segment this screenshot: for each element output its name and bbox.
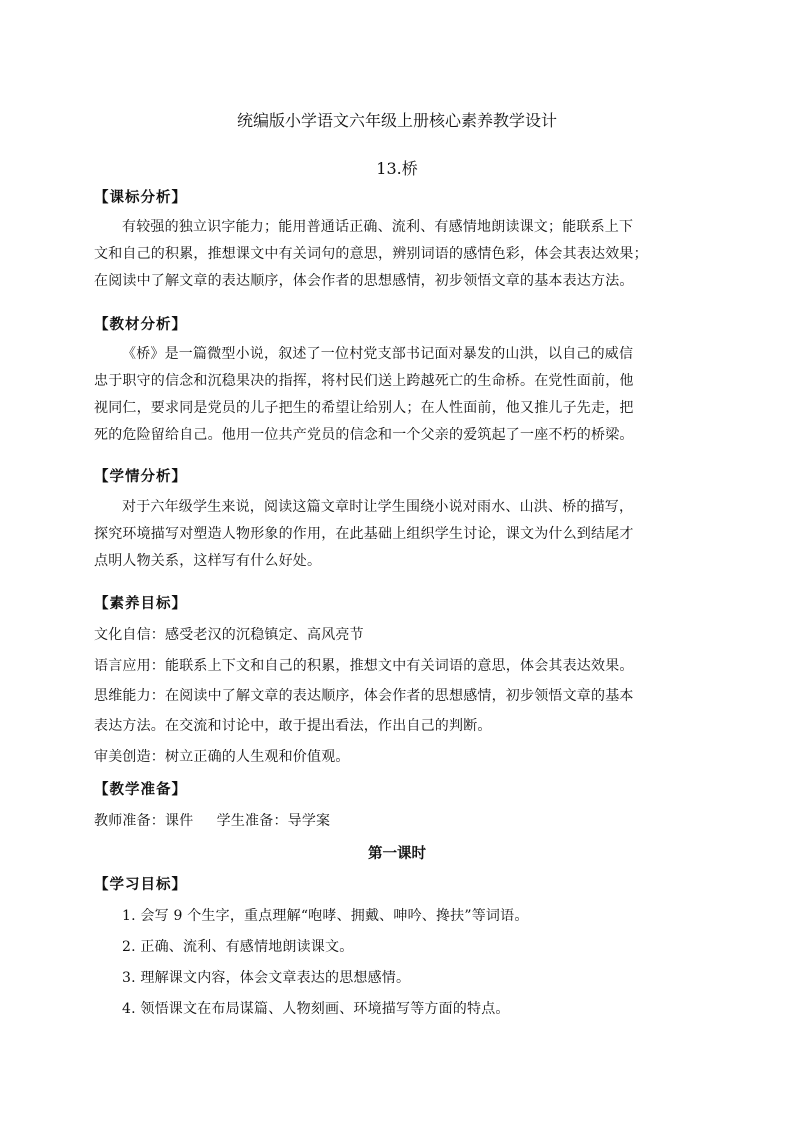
section-heading-jiaocai: 【教材分析】	[94, 316, 187, 333]
suyang-line: 思维能力：在阅读中了解文章的表达顺序，体会作者的思想感情，初步领悟文章的基本	[94, 688, 634, 704]
jiaocai-line: 视同仁，要求同是党员的儿子把生的希望让给别人；在人性面前，他又推儿子先走，把	[94, 400, 634, 416]
section-heading-xuexi: 【学习目标】	[94, 876, 187, 893]
document-title: 统编版小学语文六年级上册核心素养教学设计	[236, 111, 557, 130]
period-title: 第一课时	[368, 845, 426, 862]
goal-item: 2. 正确、流利、有感情地朗读课文。	[122, 939, 354, 955]
xueqing-line: 点明人物关系，这样写有什么好处。	[94, 553, 322, 569]
jiaocai-line: 忠于职守的信念和沉稳果决的指挥，将村民们送上跨越死亡的生命桥。在党性面前，他	[94, 373, 634, 389]
jiaocai-paragraph	[94, 341, 708, 449]
kebiao-line: 文和自己的积累，推想课文中有关词句的意思，辨别词语的感情色彩，体会其表达效果；	[94, 246, 648, 262]
suyang-line: 表达方法。在交流和讨论中，敢于提出看法，作出自己的判断。	[94, 718, 492, 734]
goal-item: 3. 理解课文内容，体会文章表达的思想感情。	[122, 970, 411, 986]
jiaocai-line: 死的危险留给自己。他用一位共产党员的信念和一个父亲的爱筑起了一座不朽的桥梁。	[94, 427, 634, 443]
section-heading-xueqing: 【学情分析】	[94, 468, 187, 485]
suyang-line: 文化自信：感受老汉的沉稳镇定、高风亮节	[94, 627, 364, 643]
xueqing-line: 对于六年级学生来说，阅读这篇文章时让学生围绕小说对雨水、山洪、桥的描写，	[122, 499, 634, 515]
goal-item: 4. 领悟课文在布局谋篇、人物刻画、环境描写等方面的特点。	[122, 1001, 510, 1017]
xueqing-line: 探究环境描写对塑造人物形象的作用，在此基础上组织学生讨论，课文为什么到结尾才	[94, 526, 634, 542]
goal-item: 1. 会写 9 个生字，重点理解“咆哮、拥戴、呻吟、搀扶”等词语。	[122, 908, 529, 924]
section-heading-kebiao: 【课标分析】	[94, 189, 187, 206]
kebiao-line: 在阅读中了解文章的表达顺序，体会作者的思想感情，初步领悟文章的基本表达方法。	[94, 273, 634, 289]
lesson-title: 13.桥	[376, 159, 418, 178]
xueqing-paragraph	[94, 494, 708, 575]
section-heading-zhunbei: 【教学准备】	[94, 781, 187, 798]
zhunbei-line: 教师准备：课件 学生准备：导学案	[94, 813, 331, 829]
kebiao-line: 有较强的独立识字能力；能用普通话正确、流利、有感情地朗读课文；能联系上下	[122, 219, 634, 235]
section-heading-suyang: 【素养目标】	[94, 595, 187, 612]
suyang-line: 审美创造：树立正确的人生观和价值观。	[94, 749, 350, 765]
jiaocai-line: 《桥》是一篇微型小说，叙述了一位村党支部书记面对暴发的山洪，以自己的威信	[122, 346, 634, 362]
kebiao-paragraph	[94, 214, 708, 295]
suyang-line: 语言应用：能联系上下文和自己的积累，推想文中有关词语的意思，体会其表达效果。	[94, 658, 634, 674]
